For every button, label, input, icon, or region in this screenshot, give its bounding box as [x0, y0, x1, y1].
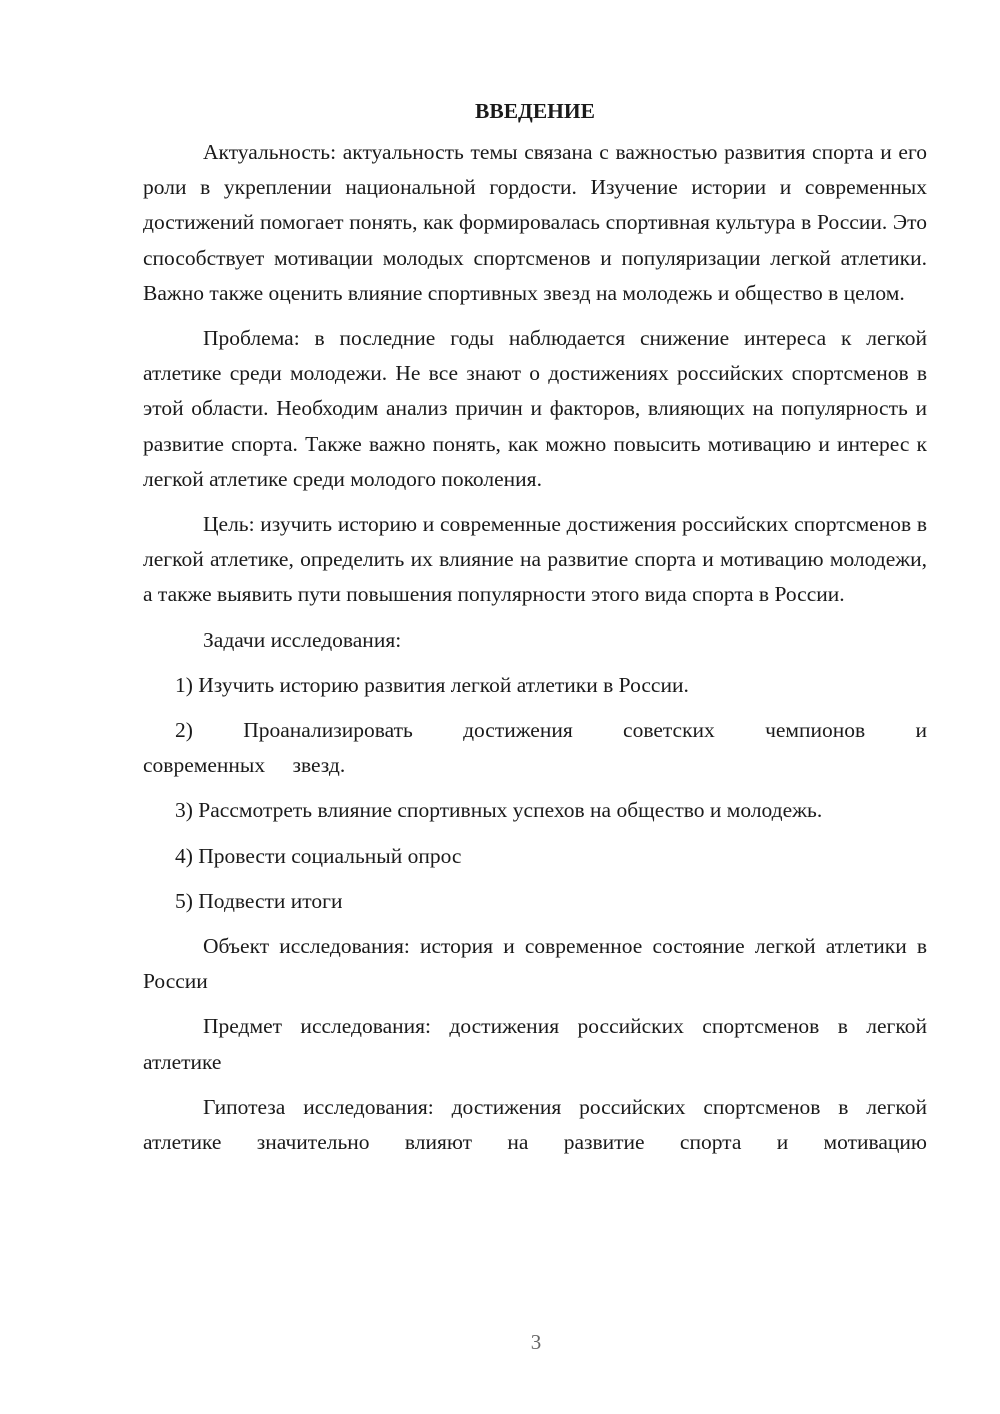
task-item-4: 4) Провести социальный опрос [175, 843, 462, 868]
task-item-2: 2) Проанализировать достижения советских чемпионов и современных звезд. [143, 718, 927, 778]
paragraph-object: Объект исследования: история и современное состояние легкой атлетики в России [143, 934, 927, 994]
task-item-1: 1) Изучить историю развития легкой атлетики в России. [175, 672, 689, 697]
task-item-3: 3) Рассмотреть влияние спортивных успехов на общество и молодежь. [175, 798, 823, 823]
paragraph-problem: Проблема: в последние годы наблюдается снижение интереса к легкой атлетике среди молодежи. Не все знают о достижениях российских спортсменов в этой области. Необходим анализ причин и факторов, влияющих на популярность и развитие спорта. Также важно понять, как можно повысить мотивацию и интерес к легкой атлетике среди молодого поколения. [143, 326, 927, 491]
task-item-5: 5) Подвести итоги [175, 888, 343, 913]
paragraph-hypothesis: Гипотеза исследования: достижения российских спортсменов в легкой атлетике значительно влияют на развитие спорта и мотивацию [143, 1094, 927, 1155]
page-content [143, 91, 927, 1160]
tasks-title: Задачи исследования: [203, 627, 402, 652]
page-number: 3 [530, 1330, 542, 1354]
paragraph-subject: Предмет исследования: достижения российских спортсменов в легкой атлетике [143, 1014, 927, 1074]
paragraph-relevance: Актуальность: актуальность темы связана с важностью развития спорта и его роли в укреплении национальной гордости. Изучение истории и современных достижений помогает понять, как формировалась спортивная культура в России. Это способствует мотивации молодых спортсменов и популяризации легкой атлетики. Важно также оценить влияние спортивных звезд на молодежь и общество в целом. [143, 140, 927, 305]
paragraph-goal: Цель: изучить историю и современные достижения российских спортсменов в легкой атлетике, определить их влияние на развитие спорта и мотивацию молодежи, а также выявить пути повышения популярности этого вида спорта в России. [143, 512, 927, 607]
section-heading: ВВЕДЕНИЕ [475, 99, 595, 123]
